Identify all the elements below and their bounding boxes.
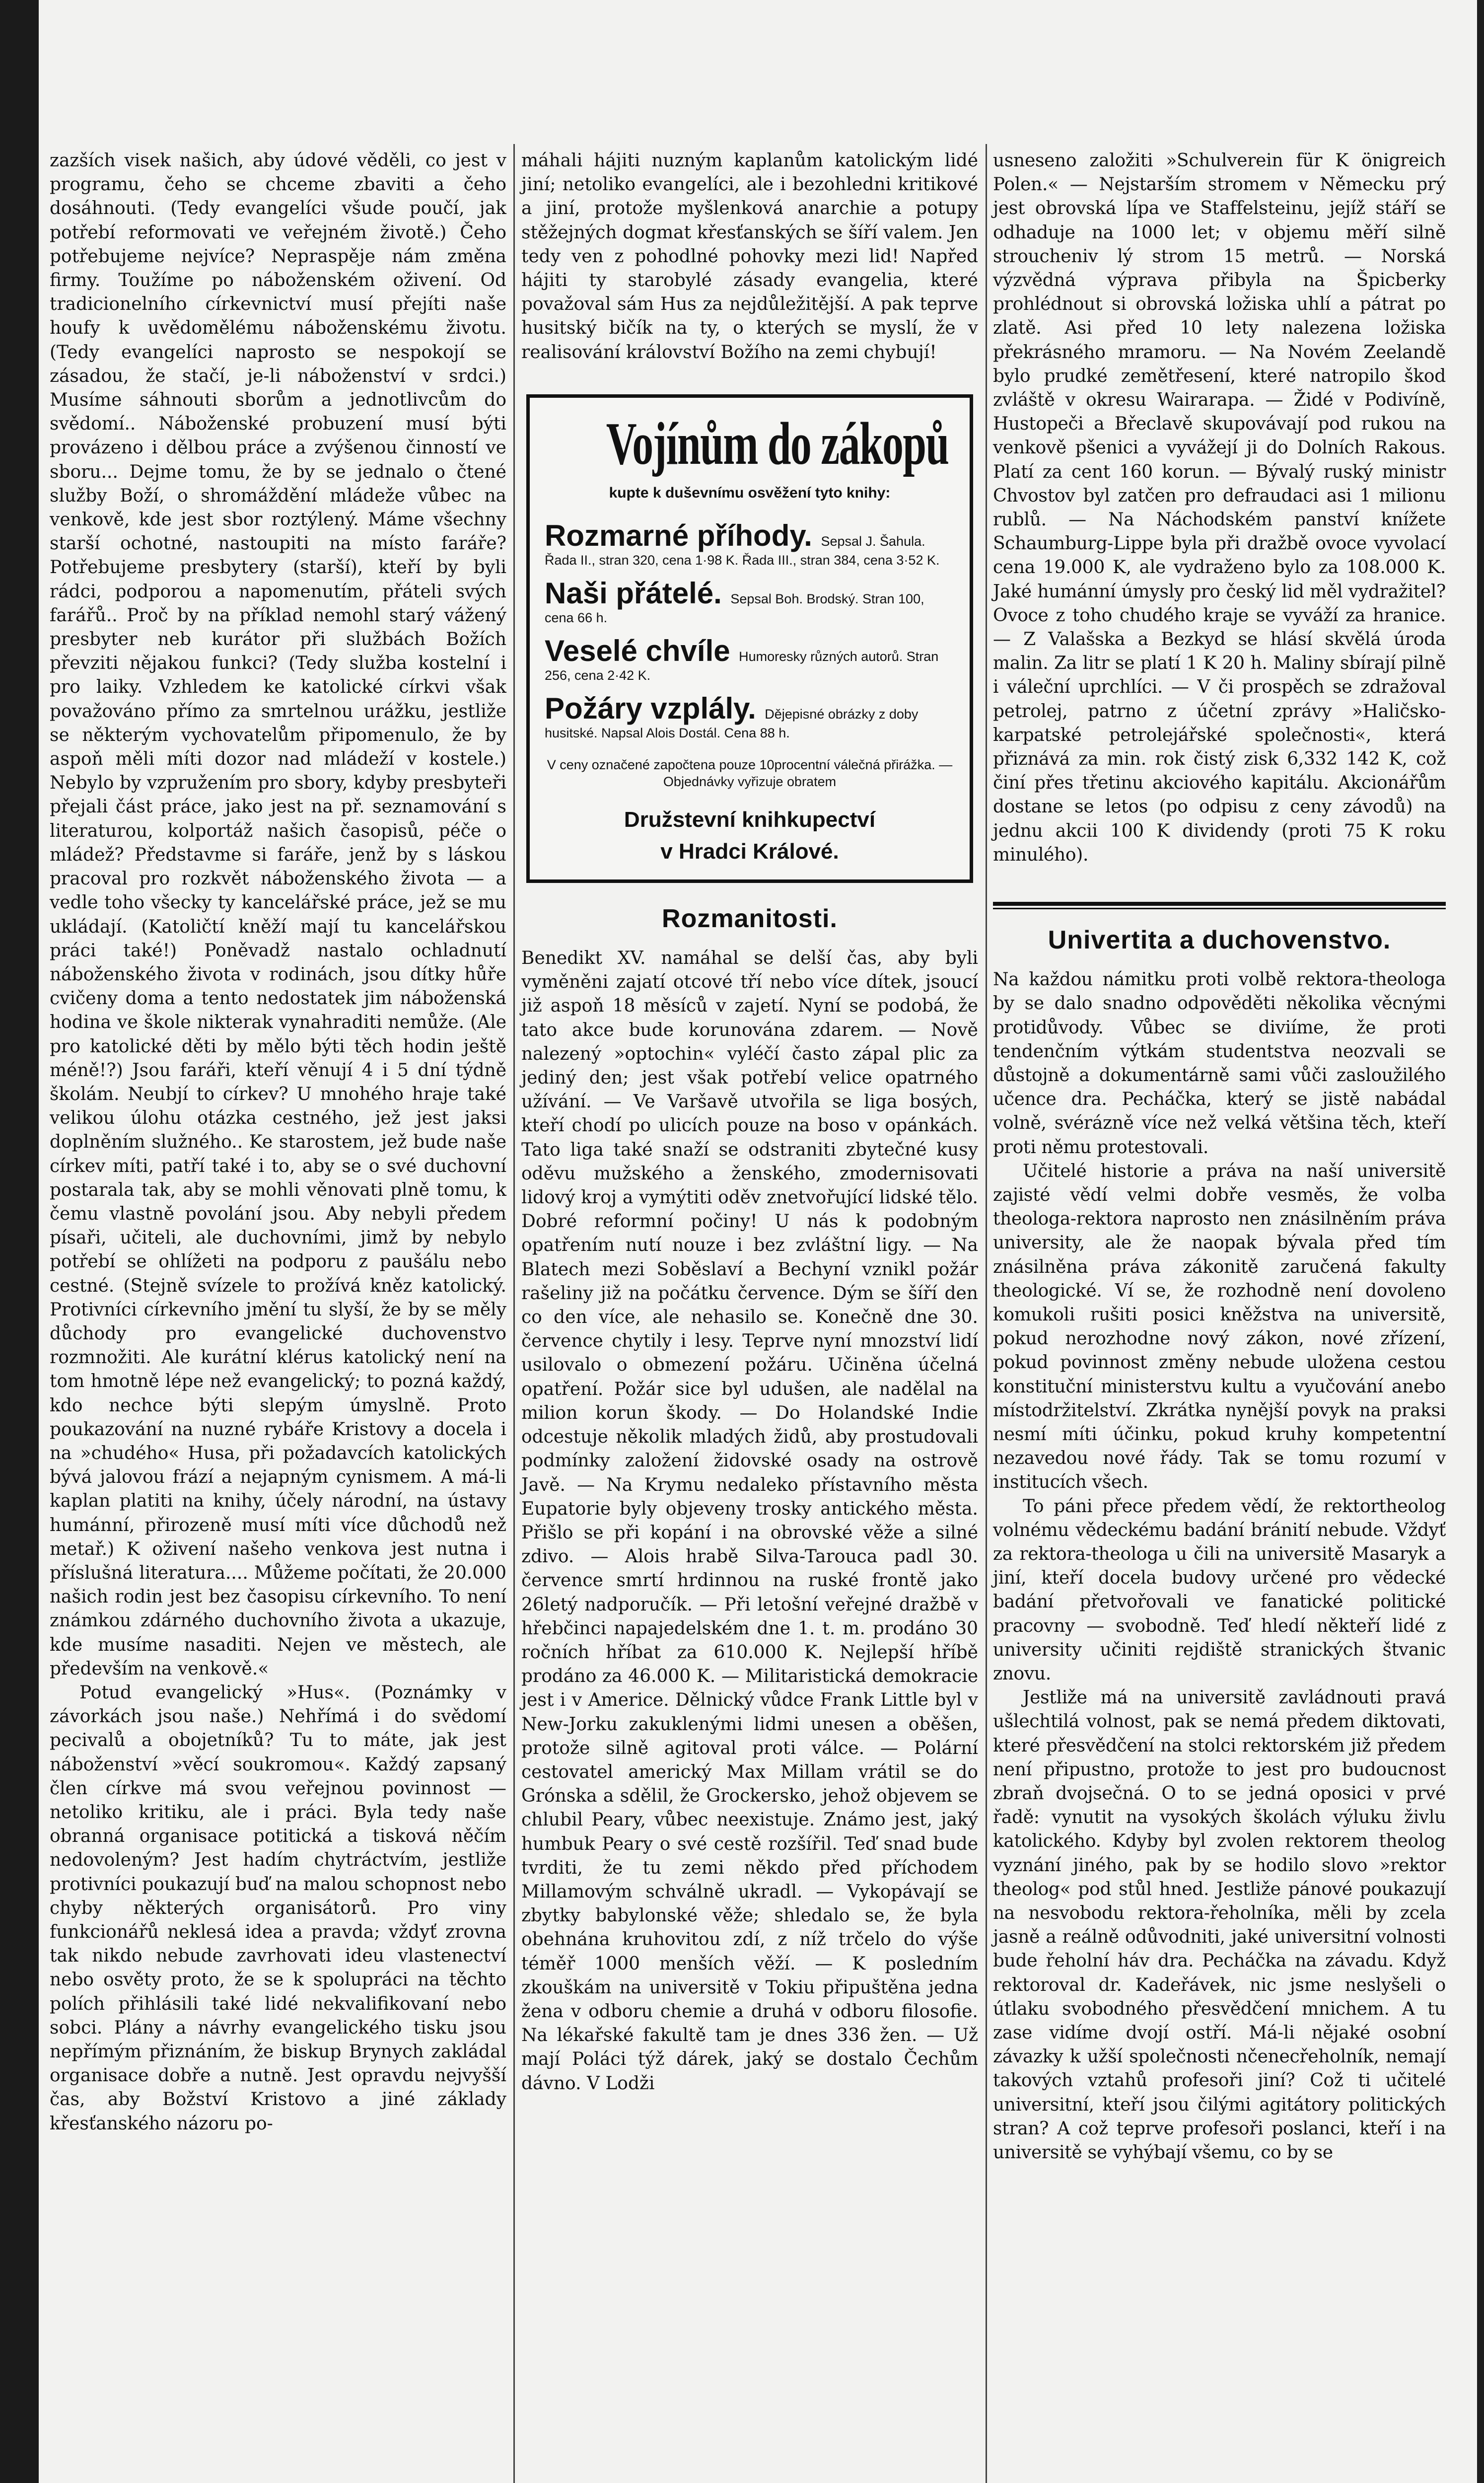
col3-paragraph-top: usneseno založiti »Schulverein für K önigreich Polen.« — Nejstarším stromem v Německu prý jest obrovská lípa ve Staffelsteinu, jejíž stáří se odhaduje na 1000 let; v objemu měří silně stroucheniv lý strom 15 metrů. — Norská výzvědná výprava přibyla na Špicberky prohlédnout si obrovská ložiska uhlí a pátrat po zlatě. Asi před 10 lety nalezena ložiska překrásného mramoru. — Na Novém Zeelandě bylo prudké zemětřesení, které natropilo škod zvláště v okresu Wairarapa. — Židé v Podivíně, Hustopeči a Břeclavě skupovávají pod rukou na venkově pšenici a vyvážejí ji do Dolních Rakous. Platí za cent 160 korun. — Bývalý ruský ministr Chvostov byl zatčen pro defraudaci asi 1 milionu rublů. — Na Náchodském panství knížete Schaumburg-Lippe byla při dražbě ovoce vyvolací cena 19.000 K, ale vydraženo bylo za 108.000 K. Jaké humánní úmysly pro český lid měl vydražitel? Ovoce z toho chudého kraje se vyváží za hranice. — Z Valašska a Bezkyd se hlásí skvělá úroda malin. Za litr se platí 1 K 20 h. Maliny sbírají pilně i váleční uprchlíci. — V či prospěch se zdražoval petrolej, patrno z účetní zprávy »Haličsko-karpatské petrolejářské společnosti«, která přiznává za min. rok čistý zisk 6,332 142 K, což činí přes třetinu akciového kapitálu. Akcionářům dostane se letos (po odpisu z ceny závodů) na jednu akcii 100 K dividendy (proti 75 K roku minulého). bbox=[993, 150, 1446, 865]
scan-right-edge bbox=[1477, 0, 1484, 2483]
col3-paragraph-2: Učitelé historie a práva na naší universitě zajisté vědí velmi dobře vesměs, že volba theologa-rektora naprosto nen znásilněním práva university, ale že naopak bývala před tím znásilněna práva zákonitě zaručená fakulty theologické. Ví se, že rozhodně není dovoleno komukoli rušiti posici kněžstva na universitě, pokud nerozhodne nový zákon, nové zřízení, pokud povinnost změny nebude uložena cestou konstituční ministerstvu kultu a vyučování anebo místodržitelství. Zkrátka nynější povyk na praksi nesmí míti účinku, pokud kruhy kompetentní nezavedou nové řády. Tak se tomu rozumí v institucích všech. bbox=[993, 1161, 1446, 1493]
advert-headline: Vojínům do zákopů bbox=[606, 410, 949, 477]
book-title: Rozmarné příhody. bbox=[545, 519, 812, 553]
column-rule-left bbox=[513, 144, 515, 2483]
col3-paragraph-3: To páni přece předem vědí, že rektortheolog volnému vědeckému badání bránití nebude. Vždyť za rektora-theologa u čili na universitě Masaryk a jiní, kteří docela budovy určené pro vědecké badání přetvořovali ve fanatické politické pracovny — svobodně. Teď hledí někteří lidé z university učiniti rejdiště stranických štvanic znovu. bbox=[993, 1496, 1446, 1684]
advert-book-4 bbox=[545, 693, 955, 741]
section-divider-thin bbox=[993, 908, 1446, 909]
col1-paragraph-1: zazších visek našich, aby údové věděli, co jest v programu, čeho se chceme zbaviti a čeho dosáhnouti. (Tedy evangelíci všude poučí, jak potřebí reformovati ve veřejném životě.) Čeho potřebujeme nejvíce? Nepraspěje nám změna firmy. Toužíme po náboženském oživení. Od tradicionelního církevnictví musí přejíti naše houfy k uvědomělému náboženskému životu. (Tedy evangelíci naprosto se nespokojí se zásadou, že stačí, je-li náboženství v srdci.) Musíme sáhnouti sborům a jednotlivcům do svědomí.. Náboženské probuzení musí býti provázeno i dělbou práce a zvýšenou činností ve sboru... Dejme tomu, že by se jednalo o čtené služby Boží, o shromáždění mládeže vůbec na venkově, kde jest sbor roztýlený. Máme všechny starší ochotné, nastoupiti na místo faráře? Potřebujeme presbytery (starší), kteří by byli rádci, podporou a napomenutím, přáteli svých farářů.. Proč by na příklad nemohl starý vážený presbyter neb kurátor při službách Božích převziti nějakou funkci? (Tedy služba kostelní i pro laiky. Vzhledem ke katolické církvi však považováno přímo za smrtelnou urážku, jestliže se některým vychovatelům připomenulo, že by aspoň měli míti dozor nad mládeží v kostele.) Nebylo by vzpružením pro sbory, kdyby presbyteři přejali část práce, jako jest na př. seznamování s literaturou, kolportáž našich časopisů, péče o mládež? Představme si faráře, jenž by s láskou pracoval pro rozkvět náboženského života — a vedle toho všecky ty kancelářské práce, jež se mu ukládají. (Katoličtí kněží mají tu kancelářskou práci také!) Poněvadž nastalo ochladnutí náboženského života v rodinách, jsou dítky hůře cvičeny doma a tento nedostatek jim náboženská hodina ve škole nikterak vynahraditi nemůže. (Ale pro katolické děti by mělo býti těch hodin ještě méně!?) Jsou faráři, kteří věnují 4 i 5 dní týdně školám. Neubjí to církev? U mnohého hraje také velikou úlohu otázka cestného, jež jest jaksi doplněním služného.. Ke starostem, jež bude naše církev míti, patří také i to, aby se o své duchovní postarala tak, aby se mohli věnovati plně tomu, k čemu vlastně povolání jsou. Aby nebyli předem písaři, učiteli, ale duchovními, jimž by nebylo potřebí se ohlížeti na podporu z paušálu nebo cestné. (Stejně svízele to prožívá kněz katolický. Protivníci církevního jmění tu slyší, že by se měly důchody pro evangelické duchovenstvo rozmnožiti. Ale kurátní klérus katolický není na tom hmotně lépe než evangelický; to pozná každý, kdo nechce býti slepým úmyslně. Proto poukazování na nuzné rybáře Kristovy a docela i na »chudého« Husa, při požadavcích katolických bývá jalovou frází a nejapným cynismem. A má-li kaplan platiti na knihy, účely národní, na ústavy humánní, přirozeně musí míti více důchodů než metař.) K oživení našeho venkova jest nutna i příslušná literatura.... Můžeme počítati, že 20.000 našich rodin jest bez časopisu církevního. To není známkou zdárného duchovního života a ukazuje, kde musíme nasaditi. Nejen ve městech, ale především na venkově.« bbox=[50, 150, 506, 1679]
section-heading-universita: Univertita a duchovenstvo. bbox=[1048, 926, 1391, 955]
book-title: Veselé chvíle bbox=[545, 634, 730, 668]
advert-price-note: V ceny označené započtena pouze 10procentní válečná přirážka. — Objednávky vyřizuje obratem bbox=[547, 757, 953, 790]
book-detail: Humoresky různých autorů. Stran 256, cena 2·42 K. bbox=[545, 649, 939, 683]
book-detail: Sepsal Boh. Brodský. Stran 100, cena 66 h. bbox=[545, 591, 924, 626]
column-2 bbox=[521, 149, 978, 2096]
publisher-name: Družstevní knihkupectví bbox=[624, 807, 876, 832]
book-detail: Sepsal J. Šahula. Řada II., stran 320, cena 1·98 K. Řada III., stran 384, cena 3·52 K. bbox=[545, 534, 940, 568]
book-detail: Dějepisné obrázky z doby husitské. Napsal Alois Dostál. Cena 88 h. bbox=[545, 707, 919, 741]
advert-book-3 bbox=[545, 635, 955, 684]
advert-book-2 bbox=[545, 578, 955, 626]
section-divider bbox=[993, 902, 1446, 906]
book-title: Naši přátelé. bbox=[545, 577, 722, 610]
scan-left-edge bbox=[0, 0, 39, 2483]
col1-paragraph-2: Potud evangelický »Hus«. (Poznámky v závorkách jsou naše.) Nehřímá i do svědomí pecivalů a obojetníků? Tu to máte, jak jest náboženství »věcí soukromou«. Každý zapsaný člen církve má svou veřejnou povinnost — netoliko kritiku, ale i práci. Byla tedy naše obranná organisace potitická a tisková něčím nedovoleným? Jest hadím chytráctvím, jestliže protivníci poukazují buď na malou schopnost nebo chyby některých organisátorů. Pro viny funkcionářů neklesá idea a pravda; vždyť zrovna tak nikdo nebude zavrhovati ideu vlastenectví nebo osvěty proto, že se k spolupráci na těchto polích přihlásili také lidé nekvalifikovaní nebo sobci. Plány a návrhy evangelického tisku jsou nepřímým přiznáním, že biskup Brynych zakládal organisace dobře a nutně. Jest opravdu nejvyšší čas, aby Božství Kristovo a jiné základy křesťanského názoru po- bbox=[50, 1682, 506, 2134]
advert-subtitle: kupte k duševnímu osvěžení tyto knihy: bbox=[609, 484, 891, 501]
column-1 bbox=[50, 149, 506, 2136]
advert-book-1 bbox=[545, 520, 955, 569]
col3-paragraph-1: Na každou námitku proti volbě rektora-theologa by se dalo snadno odpověděti několika věcnými protidůvody. Vůbec se diviíme, že proti tendenčním výtkám studentstva neozvali se důstojně a dokumentárně sami vůči zasloužilého učence dra. Pecháčka, který se jistě nabádal volně, svérázně více než velká většina těch, kteří proti němu protestovali. bbox=[993, 969, 1446, 1158]
advert-publisher bbox=[545, 804, 955, 868]
col2-paragraph-1: Benedikt XV. namáhal se delší čas, aby byli vyměněni zajatí otcové tří nebo více dítek, jsoucí již aspoň 18 měsíců v zajetí. Nyní se podobá, že tato akce bude korunována zdarem. — Nově nalezený »optochin« vyléčí často zápal plic za jediný den; jest však potřebí velice opatrného užívání. — Ve Varšavě utvořila se liga bosých, kteří chodí po ulicích pouze na boso v opánkách. Tato liga také snaží se odstraniti zbytečné kusy oděvu mužského a ženského, zmodernisovati lidový kroj a vymýtiti oděv znetvořující lidské tělo. Dobré reformní počiny! U nás k podobným opatřením nutí nouze i bez zvláštní ligy. — Na Blatech mezi Soběslaví a Bechyní vznikl požár rašeliny již na počátku července. Dým se šíří den co den více, ale nehasilo se. Konečně dne 30. července chytily i lesy. Teprve nyní mnozství lidí usilovalo o obmezení požáru. Učiněna účelná opatření. Požár sice byl udušen, ale nadělal na milion korun škody. — Do Holandské Indie odcestuje několik mladých židů, aby prostudovali podmínky založení židovské osady na ostrově Javě. — Na Krymu nedaleko přístavního města Eupatorie byly objeveny trosky antického města. Přišlo se při kopání i na obrovské věže a silné zdivo. — Alois hrabě Silva-Tarouca padl 30. července smrtí hrdinnou na ruské frontě jako 26letý nadporučík. — Při letošní veřejné dražbě v hřebčinci napajedelském dne 1. t. m. prodáno 30 ročních hříbat za 610.000 K. Nejlepší hříbě prodáno za 46.000 K. — Militaristická demokracie jest i v Americe. Dělnický vůdce Frank Little byl v New-Jorku zakuklenými lidmi unesen a oběšen, protože silně agitoval proti válce. — Polární cestovatel americký Max Millam vrátil se do Grónska a sdělil, že Grockersko, jehož objevem se chlubil Peary, vůbec neexistuje. Známo jest, jaký humbuk Peary o své cestě rozšířil. Teď snad bude tvrditi, že tu zemi někdo před příchodem Millamovým schválně ukradl. — Vykopávají se zbytky babylonské věže; shledalo se, že byla obehnána kruhovitou zdí, z níž trčelo do výše téměř 1000 menších věží. — K posledním zkouškám na universitě v Tokiu připuštěna jedna žena v odboru chemie a druhá v odboru filosofie. Na lékařské fakultě tam je dnes 336 žen. — Už mají Poláci týž dárek, jaký se dostalo Čechům dávno. V Lodži bbox=[521, 948, 978, 2094]
column-rule-right bbox=[986, 144, 987, 2483]
publisher-city: v Hradci Králové. bbox=[660, 839, 839, 864]
column-3 bbox=[993, 149, 1446, 2165]
col2-paragraph-top: máhali hájiti nuzným kaplanům katolickým lidé jiní; netoliko evangelíci, ale i bezohledni kritikové a jiní, protože myšlenková anarchie a potupy stěžejných dogmat křesťanských se šíří valem. Jen tedy ven z pohodlné pohovky mezi lid! Napřed hájiti ty starobylé zásady evangelia, které považoval sám Hus za nejdůležitější. A pak teprve husitský bičík na ty, o kterých se myslí, že v realisování království Božího na zemi chybují! bbox=[521, 150, 978, 363]
section-heading-rozmanitosti: Rozmanitosti. bbox=[662, 904, 838, 934]
bookshop-advertisement bbox=[526, 394, 973, 883]
book-title: Požáry vzplály. bbox=[545, 692, 756, 726]
col3-paragraph-4: Jestliže má na universitě zavládnouti pravá ušlechtilá volnost, pak se nemá předem diktovati, které přesvědčení na stolci rektorském již předem není připustno, protože to jest pro budoucnost zbraň dvojsečná. O to se jedná oposici v prvé řadě: vynutit na vysokých školách výluku živlu katolického. Kdyby byl zvolen rektorem theolog vyznání jiného, pak by se hodilo slovo »rektor theolog« pod stůl hned. Jestliže pánové poukazují na nesvobodu rektora-řeholníka, měli by zcela jasně a reálně odůvodniti, jaké universitní volnosti bude řeholní háv dra. Pecháčka na závadu. Když rektoroval dr. Kadeřávek, nic jsme neslyšeli o útlaku svobodného přesvědčení mnichem. A tu zase vidíme dvojí ostří. Má-li nějaké osobní závazky k užší společnosti nčenecřeholník, nemají takových vztahů profesoři jiní? Což ti učitelé universitní, kteří jsou čilými agitátory politických stran? A což teprve profesoři poslanci, kteří i na universitě se vyhýbají všemu, co by se bbox=[993, 1687, 1446, 2163]
